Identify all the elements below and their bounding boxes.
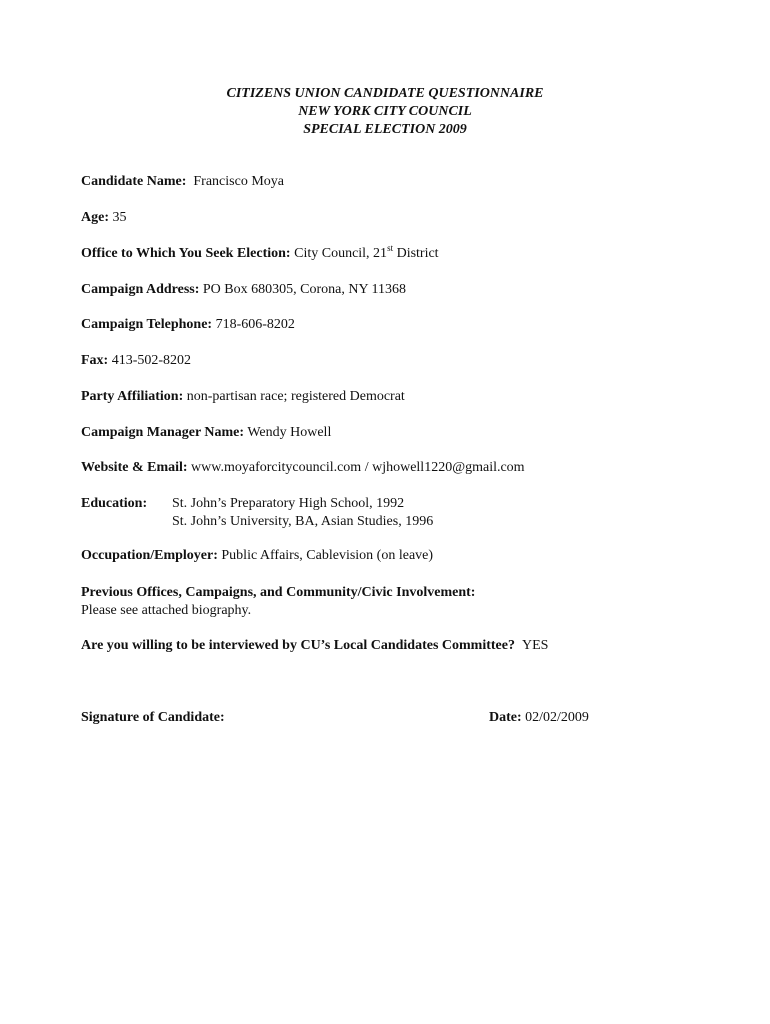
- website-email-value: www.moyaforcitycouncil.com / wjhowell1220@gmail.com: [191, 460, 525, 475]
- candidate-name-label: Candidate Name:: [81, 174, 187, 189]
- party-affiliation-row: [81, 388, 405, 406]
- party-affiliation-value: non-partisan race; registered Democrat: [186, 389, 405, 404]
- office-value-suffix: District: [393, 246, 439, 261]
- date-row: [489, 709, 589, 727]
- age-row: [81, 209, 127, 227]
- campaign-address-row: [81, 281, 406, 299]
- interview-label: Are you willing to be interviewed by CU’s Local Candidates Committee?: [81, 638, 515, 653]
- previous-offices-value: Please see attached biography.: [81, 603, 252, 618]
- office-value-ordinal: st: [387, 243, 394, 253]
- previous-offices-label-text: Previous Offices, Campaigns, and Community/Civic Involvement:: [81, 585, 476, 600]
- campaign-address-value: PO Box 680305, Corona, NY 11368: [202, 282, 407, 297]
- fax-label: Fax:: [81, 353, 109, 368]
- age-value: 35: [112, 210, 127, 225]
- candidate-name-row: [81, 173, 284, 191]
- signature-label: Signature of Candidate:: [81, 710, 225, 725]
- occupation-label: Occupation/Employer:: [81, 548, 218, 563]
- fax-row: [81, 352, 191, 370]
- office-value-prefix: City Council, 21: [294, 246, 388, 261]
- header-subtitle: NEW YORK CITY COUNCIL: [298, 104, 472, 119]
- occupation-value: Public Affairs, Cablevision (on leave): [221, 548, 434, 563]
- campaign-manager-value: Wendy Howell: [247, 425, 332, 440]
- campaign-telephone-value: 718-606-8202: [215, 317, 295, 332]
- campaign-address-label: Campaign Address:: [81, 282, 200, 297]
- education-item: St. John’s University, BA, Asian Studies, 1996: [172, 514, 434, 529]
- document-header: [0, 85, 770, 139]
- website-email-label: Website & Email:: [81, 460, 188, 475]
- header-title: CITIZENS UNION CANDIDATE QUESTIONNAIRE: [226, 86, 544, 101]
- education-item: St. John’s Preparatory High School, 1992: [172, 496, 405, 511]
- interview-value: YES: [521, 638, 549, 653]
- header-election: SPECIAL ELECTION 2009: [303, 122, 467, 137]
- office-label: Office to Which You Seek Election:: [81, 246, 291, 261]
- date-label: Date:: [489, 710, 522, 725]
- interview-row: [81, 637, 548, 655]
- website-email-row: [81, 459, 525, 477]
- campaign-manager-label: Campaign Manager Name:: [81, 425, 245, 440]
- previous-offices-label: [81, 584, 475, 602]
- date-value: 02/02/2009: [525, 710, 589, 725]
- party-affiliation-label: Party Affiliation:: [81, 389, 184, 404]
- campaign-telephone-row: [81, 316, 295, 334]
- occupation-row: [81, 547, 433, 565]
- education-row: [81, 495, 147, 513]
- campaign-manager-row: [81, 424, 331, 442]
- candidate-name-value: Francisco Moya: [193, 174, 284, 189]
- education-label: Education:: [81, 496, 148, 511]
- signature-row: [81, 709, 225, 727]
- campaign-telephone-label: Campaign Telephone:: [81, 317, 213, 332]
- fax-value: 413-502-8202: [111, 353, 192, 368]
- office-row: [81, 245, 439, 263]
- age-label: Age:: [81, 210, 109, 225]
